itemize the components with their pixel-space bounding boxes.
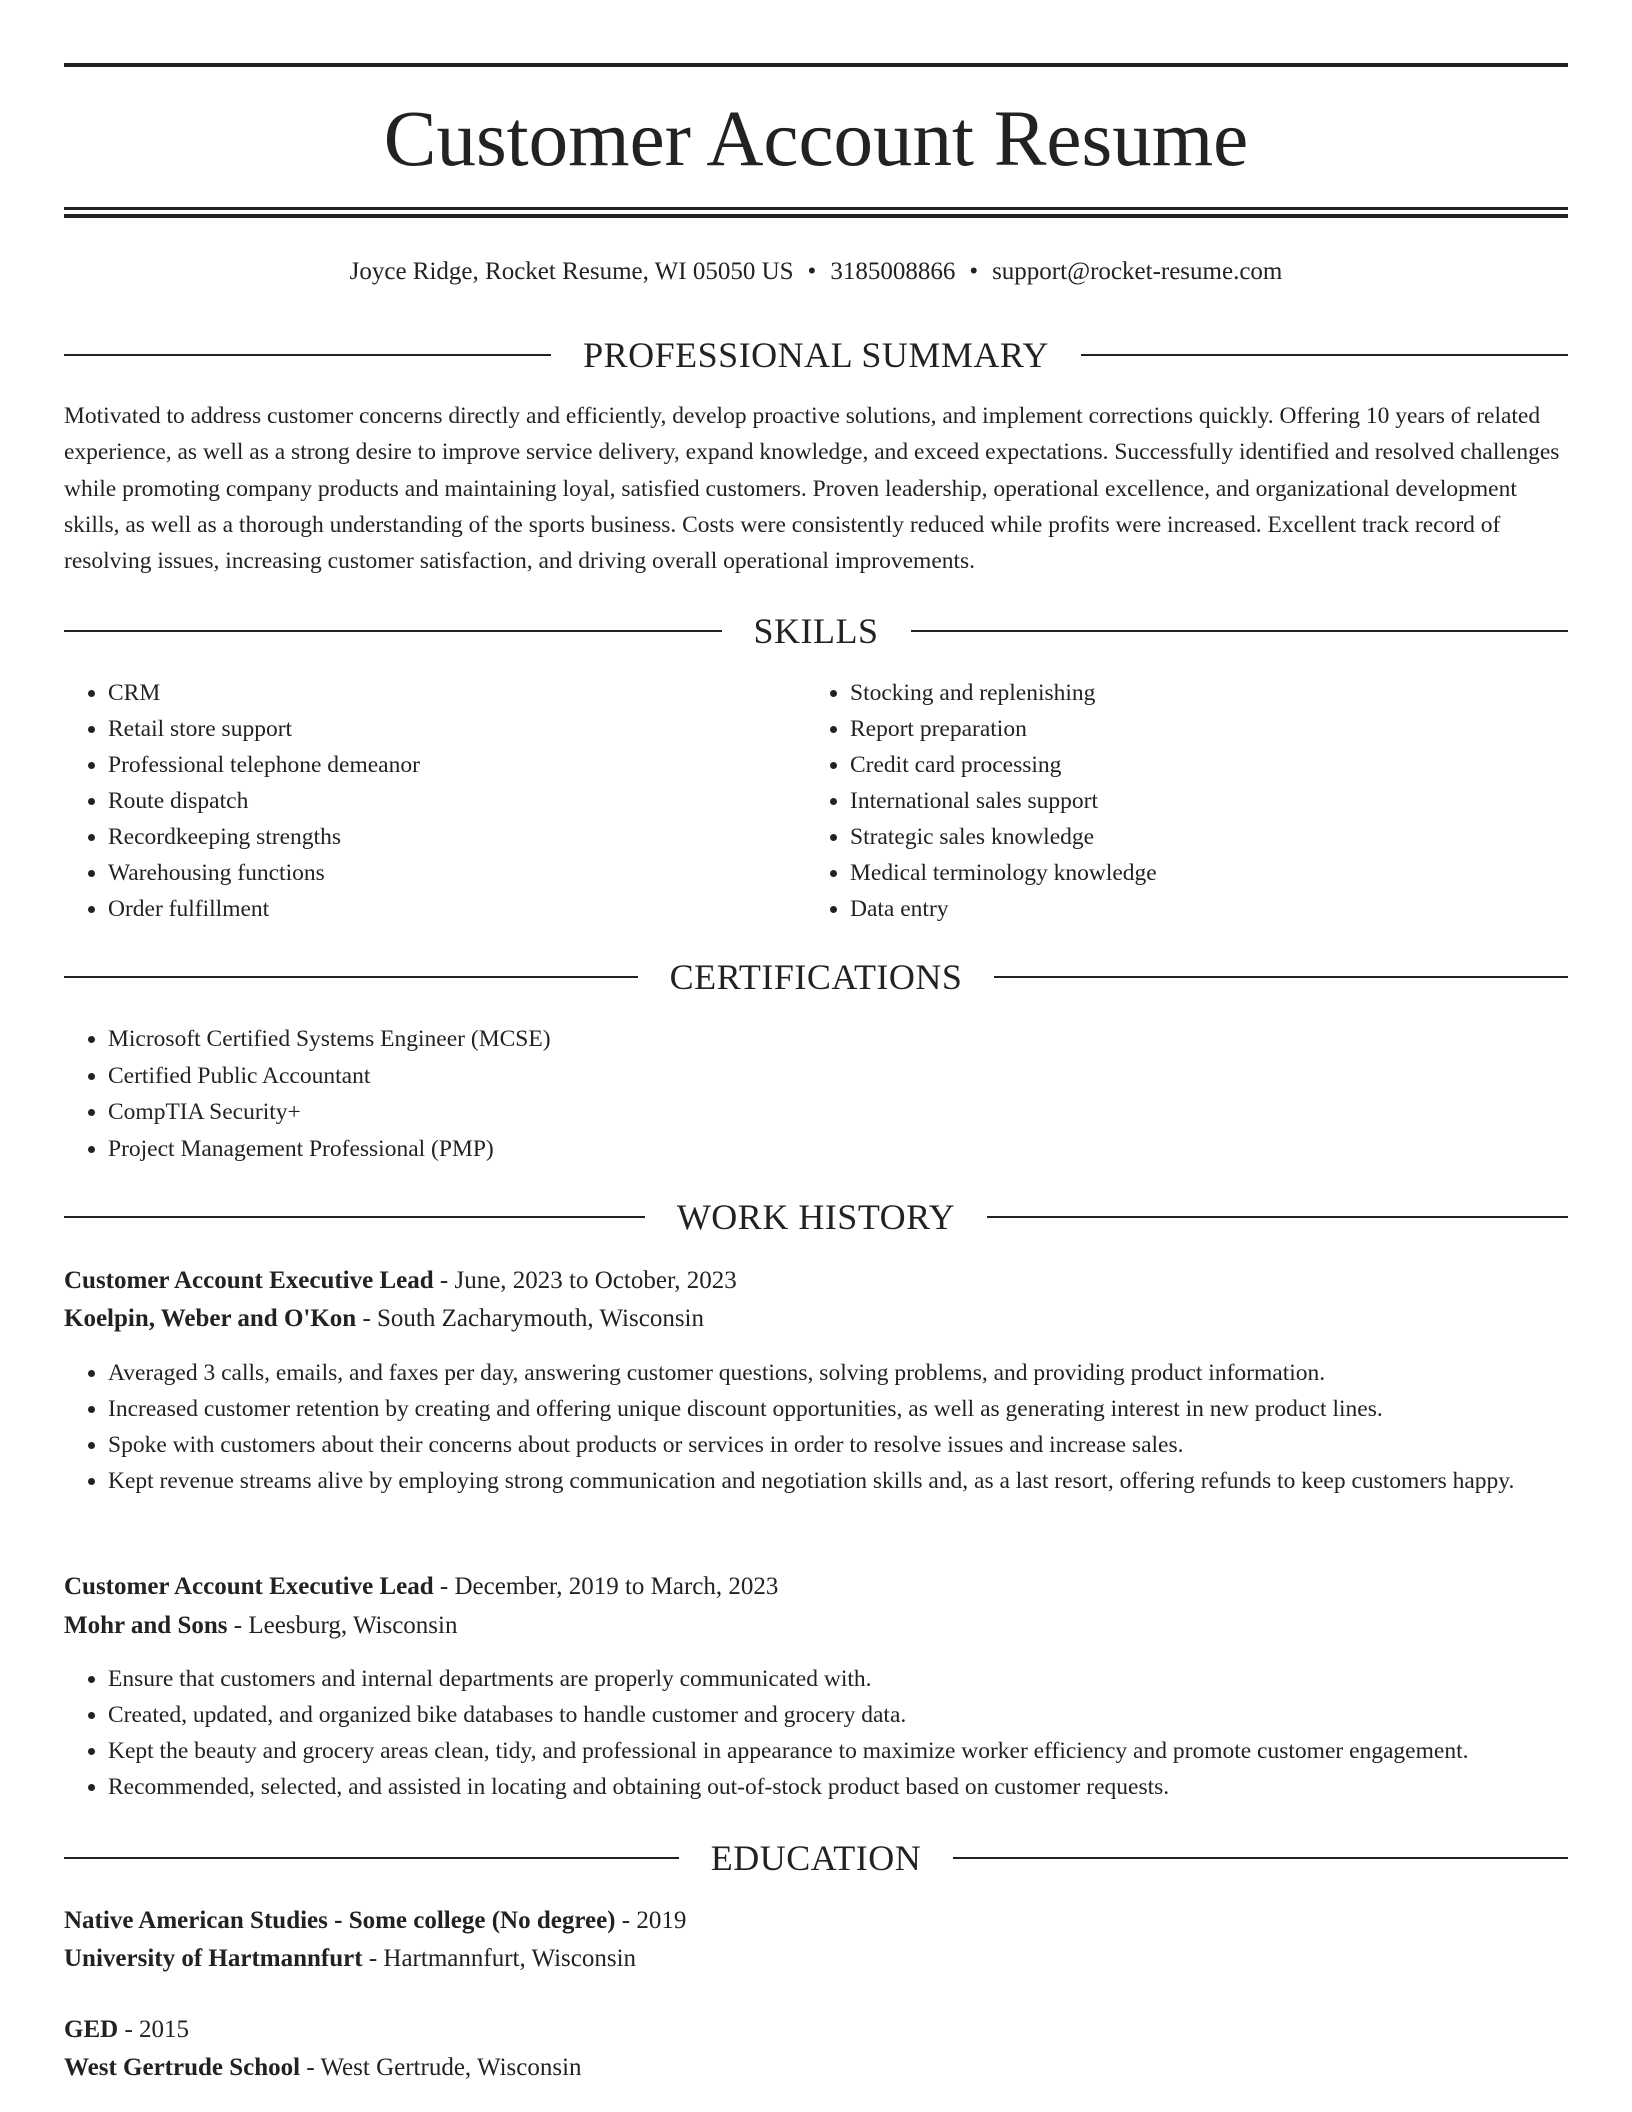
list-item: • Strategic sales knowledge (850, 819, 1506, 855)
job-dates: - December, 2019 to March, 2023 (439, 1573, 779, 1600)
divider (64, 1857, 679, 1859)
duties-list (64, 1355, 1568, 1499)
school-location: - West Gertrude, Wisconsin (306, 2054, 582, 2081)
list-item: • CRM (108, 675, 764, 711)
divider (64, 354, 551, 356)
skills-list-left (64, 675, 764, 927)
section-title: WORK HISTORY (676, 1197, 956, 1237)
skills-left-column (64, 675, 764, 927)
skills-right-column (806, 675, 1506, 927)
divider (911, 630, 1569, 632)
list-item: • Project Management Professional (PMP) (108, 1131, 1464, 1168)
degree: GED (64, 2016, 119, 2043)
list-item: • Certified Public Accountant (108, 1058, 1464, 1095)
section-heading-certifications (64, 955, 1568, 999)
section-heading-education (64, 1836, 1568, 1880)
list-item: • Report preparation (850, 711, 1506, 747)
divider (64, 976, 638, 978)
contact-phone: 3185008866 (830, 258, 956, 285)
list-item: • Ensure that customers and internal departments are properly communicated with. (108, 1661, 1568, 1697)
section-title: SKILLS (753, 611, 879, 651)
list-item: • Warehousing functions (108, 855, 764, 891)
list-item: • Order fulfillment (108, 891, 764, 927)
job-duties (64, 1355, 1568, 1499)
divider (994, 976, 1568, 978)
contact-separator: • (969, 258, 979, 285)
list-item: • Microsoft Certified Systems Engineer (MCSE) (108, 1021, 1464, 1058)
list-item: • Averaged 3 calls, emails, and faxes per day, answering customer questions, solving problems, and providing product information. (108, 1355, 1568, 1391)
list-item: • Professional telephone demeanor (108, 747, 764, 783)
section-title: CERTIFICATIONS (669, 957, 963, 997)
school-name: University of Hartmannfurt (64, 1945, 363, 1972)
section-heading-skills (64, 609, 1568, 653)
divider (953, 1857, 1568, 1859)
section-title: EDUCATION (710, 1838, 922, 1878)
list-item: • Recommended, selected, and assisted in locating and obtaining out-of-stock product based on customer requests. (108, 1769, 1568, 1805)
list-item: • Kept the beauty and grocery areas clean, tidy, and professional in appearance to maximize worker efficiency and promote customer engagement. (108, 1733, 1568, 1769)
list-item: • International sales support (850, 783, 1506, 819)
list-item: • Stocking and replenishing (850, 675, 1506, 711)
divider (987, 1216, 1568, 1218)
job-company-line (64, 1300, 1568, 1338)
degree-year: - 2019 (621, 1907, 687, 1934)
divider (64, 1216, 645, 1218)
job-title-line (64, 1568, 1568, 1606)
job-dates: - June, 2023 to October, 2023 (439, 1267, 737, 1294)
list-item: • Spoke with customers about their concerns about products or services in order to resolve issues and increase sales. (108, 1427, 1568, 1463)
top-rule (64, 63, 1568, 67)
job-company-line (64, 1607, 1568, 1645)
duties-list (64, 1661, 1568, 1805)
list-item: • Recordkeeping strengths (108, 819, 764, 855)
school-name: West Gertrude School (64, 2054, 301, 2081)
skills-list-right (806, 675, 1506, 927)
divider (64, 630, 722, 632)
list-item: • Credit card processing (850, 747, 1506, 783)
certifications-list (64, 1021, 1464, 1167)
list-item: • Created, updated, and organized bike databases to handle customer and grocery data. (108, 1697, 1568, 1733)
company-location: - Leesburg, Wisconsin (233, 1612, 458, 1639)
summary-text: Motivated to address customer concerns directly and efficiently, develop proactive solutions, and implement corrections quickly. Offering 10 years of related experience, as well as a strong desire to improve service delivery, expand knowledge, and exceed expectations. Successfully identified and resolved challenges while promoting company products and maintaining loyal, satisfied customers. Proven leadership, operational excellence, and organizational development skills, as well as a thorough understanding of the sports business. Costs were consistently reduced while profits were increased. Excellent track record of resolving issues, increasing customer satisfaction, and driving overall operational improvements. (64, 403, 1560, 575)
list-item: • Retail store support (108, 711, 764, 747)
education-school-line (64, 2049, 1568, 2087)
title-double-rule (64, 207, 1568, 218)
list-item: • CompTIA Security+ (108, 1094, 1464, 1131)
page-title: Customer Account Resume (383, 96, 1249, 183)
contact-email: support@rocket-resume.com (992, 258, 1283, 285)
company-name: Mohr and Sons (64, 1612, 228, 1639)
degree-year: - 2015 (124, 2016, 190, 2043)
job-title: Customer Account Executive Lead (64, 1267, 434, 1294)
degree: Native American Studies - Some college (No degree) (64, 1907, 616, 1934)
education-degree-line (64, 2011, 1568, 2049)
company-name: Koelpin, Weber and O'Kon (64, 1305, 357, 1332)
section-heading-work-history (64, 1195, 1568, 1239)
contact-line (64, 254, 1568, 290)
education-school-line (64, 1940, 1568, 1978)
list-item: • Medical terminology knowledge (850, 855, 1506, 891)
list-item: • Route dispatch (108, 783, 764, 819)
contact-separator: • (807, 258, 817, 285)
job-duties (64, 1661, 1568, 1805)
school-location: - Hartmannfurt, Wisconsin (368, 1945, 637, 1972)
company-location: - South Zacharymouth, Wisconsin (362, 1305, 704, 1332)
education-degree-line (64, 1902, 1568, 1940)
job-title-line (64, 1262, 1568, 1300)
list-item: • Increased customer retention by creating and offering unique discount opportunities, as well as generating interest in new product lines. (108, 1391, 1568, 1427)
certifications-block (64, 1021, 1464, 1167)
list-item: • Data entry (850, 891, 1506, 927)
divider (1081, 354, 1568, 356)
contact-address: Joyce Ridge, Rocket Resume, WI 05050 US (349, 258, 794, 285)
section-title: PROFESSIONAL SUMMARY (583, 335, 1049, 375)
list-item: • Kept revenue streams alive by employing strong communication and negotiation skills and, as a last resort, offering refunds to keep customers happy. (108, 1463, 1568, 1499)
section-heading-summary (64, 333, 1568, 377)
job-title: Customer Account Executive Lead (64, 1573, 434, 1600)
